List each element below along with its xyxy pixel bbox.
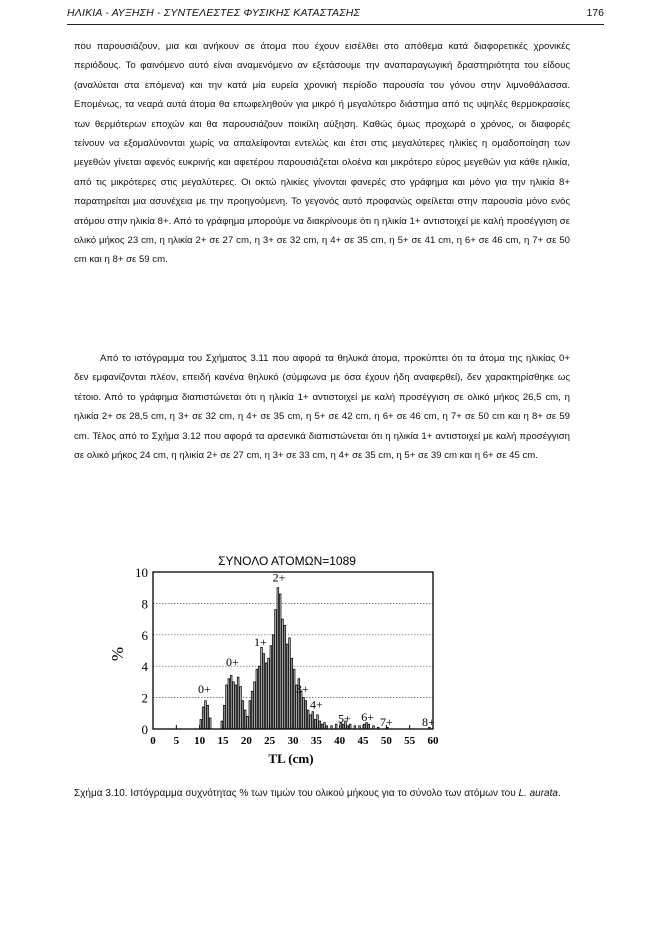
histogram-bar [279, 594, 281, 729]
age-label: 8+ [421, 714, 435, 729]
histogram-bar [321, 724, 323, 729]
histogram-bar [223, 705, 225, 729]
histogram-bar [268, 658, 270, 729]
histogram-bar [237, 677, 239, 729]
histogram-bar [240, 687, 242, 729]
histogram-bar [261, 647, 263, 729]
histogram-bar [314, 720, 316, 729]
histogram-bar [247, 716, 249, 729]
age-label: 0+ [225, 655, 239, 670]
x-tick-label: 60 [427, 735, 439, 747]
histogram-bar [284, 625, 286, 729]
histogram-bar [207, 705, 209, 729]
histogram-bar [291, 658, 293, 729]
histogram-bar [310, 715, 312, 729]
y-tick-label: 8 [141, 596, 148, 612]
y-tick-label: 4 [141, 659, 148, 675]
histogram-bar [205, 701, 207, 729]
age-label: 5+ [337, 711, 351, 726]
histogram-chart [105, 552, 450, 772]
x-tick-label: 5 [173, 735, 180, 747]
figure-caption [74, 786, 570, 802]
x-tick-label: 55 [404, 735, 416, 747]
x-tick-label: 50 [380, 735, 392, 747]
histogram-bar [202, 707, 204, 729]
running-header [67, 6, 604, 25]
age-label: 4+ [309, 697, 323, 712]
histogram-bar [300, 691, 302, 729]
header-title: ΗΛΙΚΙΑ - ΑΥΞΗΣΗ - ΣΥΝΤΕΛΕΣΤΕΣ ΦΥΣΙΚΗΣ ΚΑΤΑΣΤΑΣΗΣ [67, 7, 361, 19]
y-tick-label: 2 [141, 690, 148, 706]
age-label: 0+ [197, 681, 211, 696]
histogram-bar [289, 638, 291, 729]
histogram-bar [368, 724, 370, 729]
x-tick-label: 40 [334, 735, 346, 747]
histogram-bar [251, 691, 253, 729]
histogram-bar [335, 724, 337, 729]
histogram-bar [317, 715, 319, 729]
x-tick-label: 35 [310, 735, 322, 747]
figure-3-10 [105, 552, 450, 772]
x-tick-label: 10 [194, 735, 206, 747]
histogram-bar [305, 701, 307, 729]
caption-end: . [557, 788, 561, 799]
age-label: 7+ [379, 714, 393, 729]
histogram-bar [363, 724, 365, 729]
histogram-bar [272, 635, 274, 729]
caption-text: Σχήμα 3.10. Ιστόγραμμα συχνότητας % των τιμών του ολικού μήκους για το σύνολο των ατόμων του [74, 788, 516, 799]
histogram-bar [265, 663, 267, 729]
histogram-bar [324, 723, 326, 729]
x-tick-label: 15 [217, 735, 229, 747]
age-label: 2+ [272, 570, 286, 585]
histogram-bar [244, 710, 246, 729]
histogram-bar [228, 679, 230, 729]
x-tick-label: 45 [357, 735, 369, 747]
histogram-bar [307, 710, 309, 729]
age-label: 6+ [361, 710, 375, 725]
histogram-bar [242, 701, 244, 729]
histogram-bar [286, 644, 288, 729]
histogram-bar [233, 682, 235, 729]
histogram-bar [249, 701, 251, 729]
y-tick-label: 0 [141, 722, 148, 737]
histogram-bar [256, 669, 258, 729]
x-tick-label: 30 [287, 735, 299, 747]
histogram-bar [258, 666, 260, 729]
x-tick-label: 0 [150, 735, 156, 747]
age-label: 3+ [295, 681, 309, 696]
histogram-bar [270, 646, 272, 729]
paragraph-2: Από το ιστόγραμμα του Σχήματος 3.11 που αφορά τα θηλυκά άτομα, προκύπτει ότι τα άτομα της ηλικίας 0+ δεν εμφανίζονται πλέον, επειδή κανένα θηλυκό (σύμφωνα με όσα έχουν ήδη αναφερθεί), δεν χαρακτηρίσθηκε ως τέτοιο. Από το γράφημα διαπιστώνεται ότι η ηλικία 1+ αντιστοιχεί με καλή προσέγγιση σε ολικό μήκος 26,5 cm, η ηλικία 2+ σε 28,5 cm, η 3+ σε 32 cm, η 4+ σε 35 cm, η 5+ σε 42 cm, η 6+ σε 46 cm, η 7+ σε 50 cm και η 8+ σε 59 cm. Τέλος από το Σχήμα 3.12 που αφορά τα αρσενικά διαπιστώνεται ότι η ηλικία 1+ αντιστοιχεί με καλή προσέγγιση σε ολικό μήκος 24 cm, η ηλικία 2+ σε 27 cm, η 3+ σε 33 cm, η 4+ σε 35 cm, η 5+ σε 39 cm και η 6+ σε 45 cm. [74, 353, 570, 462]
histogram-bar [254, 682, 256, 729]
age-label: 1+ [253, 634, 267, 649]
y-tick-label: 10 [135, 565, 148, 580]
histogram-bar [263, 654, 265, 729]
caption-species: L. aurata [518, 788, 558, 799]
histogram-bar [230, 676, 232, 729]
chart-title: ΣΥΝΟΛΟ ΑΤΟΜΩΝ=1089 [218, 554, 356, 568]
histogram-bar [312, 712, 314, 729]
histogram-bar [226, 685, 228, 729]
y-axis-label: % [108, 646, 127, 662]
x-tick-label: 25 [264, 735, 276, 747]
histogram-bar [277, 588, 279, 729]
histogram-bar [319, 721, 321, 729]
x-axis-label: TL (cm) [268, 751, 314, 766]
histogram-bar [209, 718, 211, 729]
histogram-bar [293, 669, 295, 729]
histogram-bar [200, 720, 202, 729]
page-number: 176 [586, 7, 604, 19]
histogram-bar [303, 698, 305, 729]
histogram-bar [282, 619, 284, 729]
y-tick-label: 6 [141, 627, 148, 643]
histogram-bar [235, 685, 237, 729]
histogram-bar [275, 610, 277, 729]
paragraph-1: που παρουσιάζουν, μια και ανήκουν σε άτομα που έχουν εισέλθει στο απόθεμα κατά διαφορετικές χρονικές περιόδους. Το φαινόμενο αυτό είναι αναμενόμενο αν εξετάσουμε την αναπαραγωγική δραστηριότητα του είδους (αναλύεται στα επόμενα) και την κατά μία ευρεία χρονική περίοδο παρουσία του γόνου στην λιμνοθάλασσα. Επομένως, τα νεαρά αυτά άτομα θα επωφεληθούν για μικρό ή μεγαλύτερο διάστημα από τις υψηλές θερμοκρασίες των θερμότερων εποχών και θα παρουσιάζουν ποικίλη αύξηση. Καθώς όμως προχωρά ο χρόνος, οι διαφορές τείνουν να εξομαλύνονται χωρίς να απαλείφονται εντελώς και έτσι στις μεγαλύτερες ηλικίες η ομαδοποίηση των μεγεθών γίνεται αφενός ευκρινής και αφετέρου παρουσιάζεται ολοένα και μικρότερο εύρος μεγεθών για κάθε ηλικία, από τις μικρότερες στις μεγαλύτερες. Οι οκτώ ηλικίες γίνονται φανερές στο γράφημα και μόνο για την ηλικία 8+ παρατηρείται μια ασυνέχεια με την προηγούμενη. Το γεγονός αυτό προφανώς οφείλεται στην παρουσία μόνο ενός ατόμου στην ηλικία 8+. Από το γράφημα μπορούμε να διακρίνουμε ότι η ηλικία 1+ αντιστοιχεί με καλή προσέγγιση σε ολικό μήκος 23 cm, η ηλικία 2+ σε 27 cm, η 3+ σε 32 cm, η 4+ σε 35 cm, η 5+ σε 41 cm, η 6+ σε 46 cm, η 7+ σε 50 cm και η 8+ σε 59 cm. [74, 41, 570, 266]
histogram-bar [221, 721, 223, 729]
x-tick-label: 20 [240, 735, 252, 747]
